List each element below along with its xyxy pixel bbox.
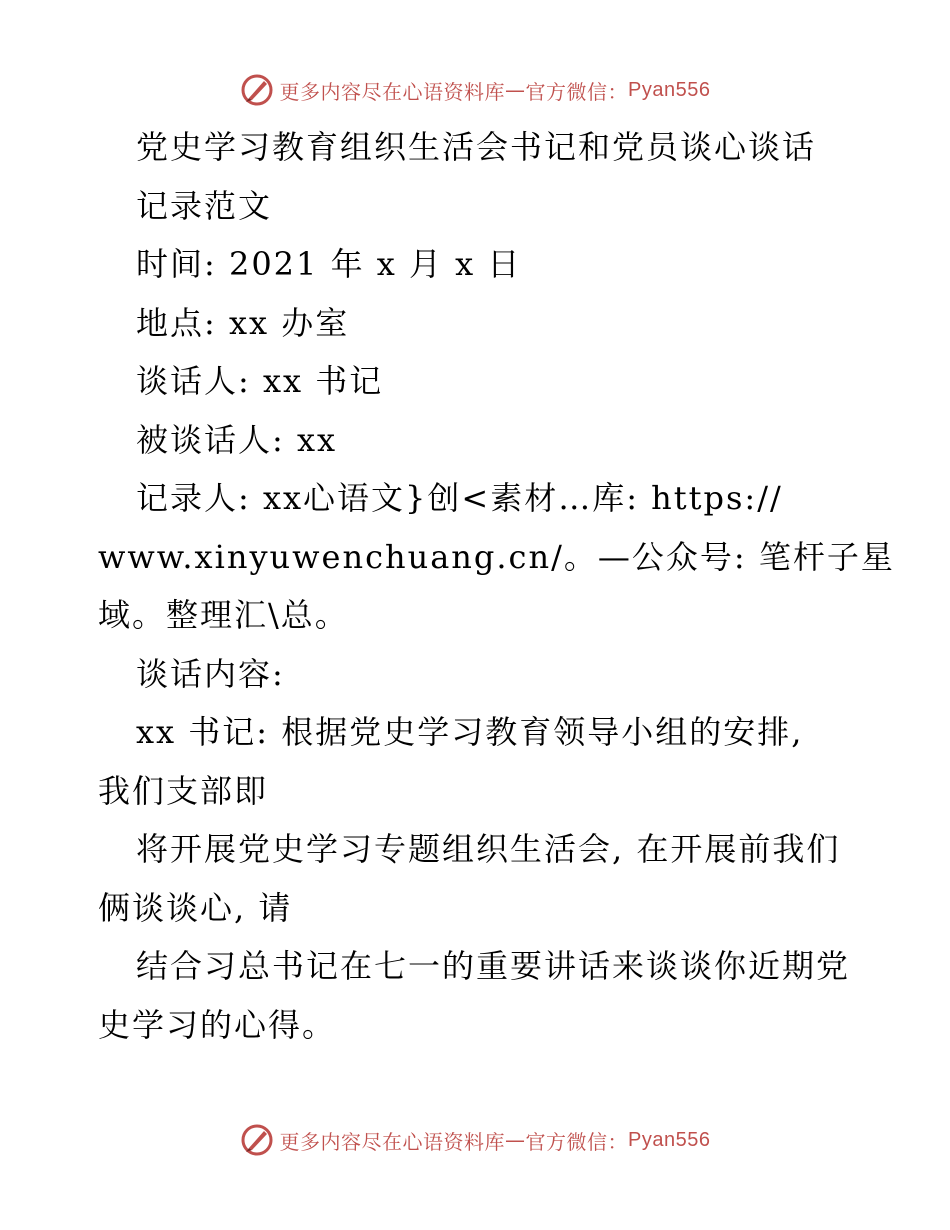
doc-line-3: 时间: 2021 年 x 月 x 日: [136, 245, 522, 283]
doc-line-16: 史学习的心得。: [98, 1005, 337, 1044]
doc-line-12: 我们支部即: [98, 771, 269, 810]
watermark-contact-label: 官方微信：: [525, 1129, 629, 1154]
doc-line-6: 被谈话人: xx: [136, 420, 338, 459]
doc-line-11: xx 书记: 根据党史学习教育领导小组的安排,: [136, 713, 804, 751]
document-body: [98, 118, 895, 1054]
header-watermark: [0, 70, 950, 110]
watermark-wechat-id: Pyan556: [628, 1128, 711, 1151]
doc-line-7: 记录人: xx心语文}创<素材…库: https://: [136, 479, 783, 517]
footer-watermark: [0, 1120, 950, 1160]
doc-line-10: 谈话内容:: [136, 654, 285, 693]
watermark-separator: —: [505, 78, 526, 102]
watermark-main-text: 更多内容尽在心语资料库: [279, 79, 506, 104]
doc-line-14: 俩谈谈心, 请: [98, 888, 293, 927]
doc-line-13: 将开展党史学习专题组织生活会, 在开展前我们: [136, 830, 841, 868]
watermark-separator: —: [505, 1128, 526, 1152]
doc-line-5: 谈话人: xx 书记: [136, 362, 384, 400]
doc-line-1: 党史学习教育组织生活会书记和党员谈心谈话: [136, 128, 817, 166]
pen-logo-icon: [240, 73, 274, 107]
doc-line-8: www.xinyuwenchuang.cn/。—公众号: 笔杆子星: [98, 537, 895, 576]
watermark-wechat-id: Pyan556: [628, 78, 711, 101]
doc-line-9: 域。整理汇\总。: [98, 596, 349, 634]
doc-line-2: 记录范文: [136, 186, 273, 225]
pen-logo-icon: [240, 1123, 274, 1157]
doc-line-15: 结合习总书记在七一的重要讲话来谈谈你近期党: [136, 947, 851, 985]
watermark-main-text: 更多内容尽在心语资料库: [279, 1129, 506, 1154]
watermark-contact-label: 官方微信：: [525, 79, 629, 104]
doc-line-4: 地点: xx 办室: [136, 303, 350, 342]
